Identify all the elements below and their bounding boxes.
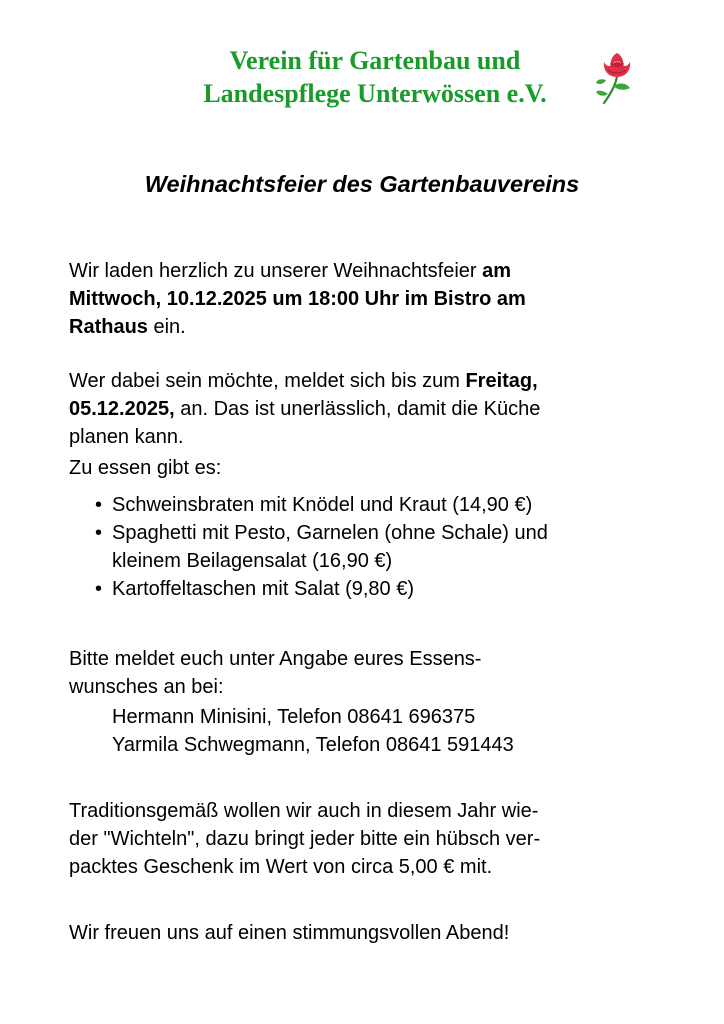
invitation-paragraph bbox=[69, 257, 669, 341]
invitation-text-end: ein. bbox=[147, 316, 186, 338]
signup-text: Bitte meldet euch unter Angabe eures Essens- bbox=[69, 648, 482, 670]
registration-text: Wer dabei sein möchte, meldet sich bis zum bbox=[69, 370, 466, 392]
registration-text-end: planen kann. bbox=[69, 426, 184, 448]
bullet: • bbox=[95, 578, 103, 600]
invitation-place-end: Rathaus bbox=[69, 316, 148, 338]
contact-list bbox=[112, 703, 712, 759]
organization-name-line-1: Verein für Gartenbau und bbox=[229, 46, 521, 75]
registration-paragraph bbox=[69, 367, 669, 451]
invitation-date-start: am bbox=[482, 260, 512, 282]
rose-icon bbox=[596, 50, 638, 106]
invitation-date-time-place: Mittwoch, 10.12.2025 um 18:00 Uhr im Bistro am bbox=[69, 288, 526, 310]
food-item-text-cont: kleinem Beilagensalat (16,90 €) bbox=[112, 550, 393, 572]
signup-text-cont: wunsches an bei: bbox=[69, 676, 224, 698]
registration-deadline-day: Freitag, bbox=[465, 370, 538, 392]
page-title: Weihnachtsfeier des Gartenbauvereins bbox=[144, 171, 580, 197]
wichteln-text-end: packtes Geschenk im Wert von circa 5,00 € mit. bbox=[69, 856, 493, 878]
list-item bbox=[69, 575, 669, 603]
registration-deadline-date: 05.12.2025, bbox=[69, 398, 175, 420]
wichteln-paragraph bbox=[69, 797, 669, 881]
contact-entry: Yarmila Schwegmann, Telefon 08641 591443 bbox=[112, 734, 514, 756]
signup-paragraph bbox=[69, 645, 669, 701]
bullet: • bbox=[95, 494, 103, 516]
food-intro: Zu essen gibt es: bbox=[69, 457, 222, 479]
invitation-text: Wir laden herzlich zu unserer Weihnachtsfeier bbox=[69, 260, 483, 282]
bullet: • bbox=[95, 522, 103, 544]
list-item bbox=[69, 519, 669, 575]
wichteln-text: Traditionsgemäß wollen wir auch in diesem Jahr wie- bbox=[69, 800, 539, 822]
food-list bbox=[69, 491, 669, 603]
food-item-text: Spaghetti mit Pesto, Garnelen (ohne Schale) und bbox=[112, 522, 548, 544]
food-item-text: Kartoffeltaschen mit Salat (9,80 €) bbox=[112, 578, 415, 600]
contact-entry: Hermann Minisini, Telefon 08641 696375 bbox=[112, 706, 476, 728]
food-item-text: Schweinsbraten mit Knödel und Kraut (14,90 €) bbox=[112, 494, 533, 516]
organization-name-line-2: Landespflege Unterwössen e.V. bbox=[203, 79, 547, 108]
organization-name bbox=[160, 44, 590, 110]
list-item bbox=[69, 491, 669, 519]
wichteln-text-cont: der "Wichteln", dazu bringt jeder bitte ein hübsch ver- bbox=[69, 828, 541, 850]
registration-text-cont: an. Das ist unerlässlich, damit die Küche bbox=[174, 398, 541, 420]
closing-line: Wir freuen uns auf einen stimmungsvollen Abend! bbox=[69, 922, 510, 944]
